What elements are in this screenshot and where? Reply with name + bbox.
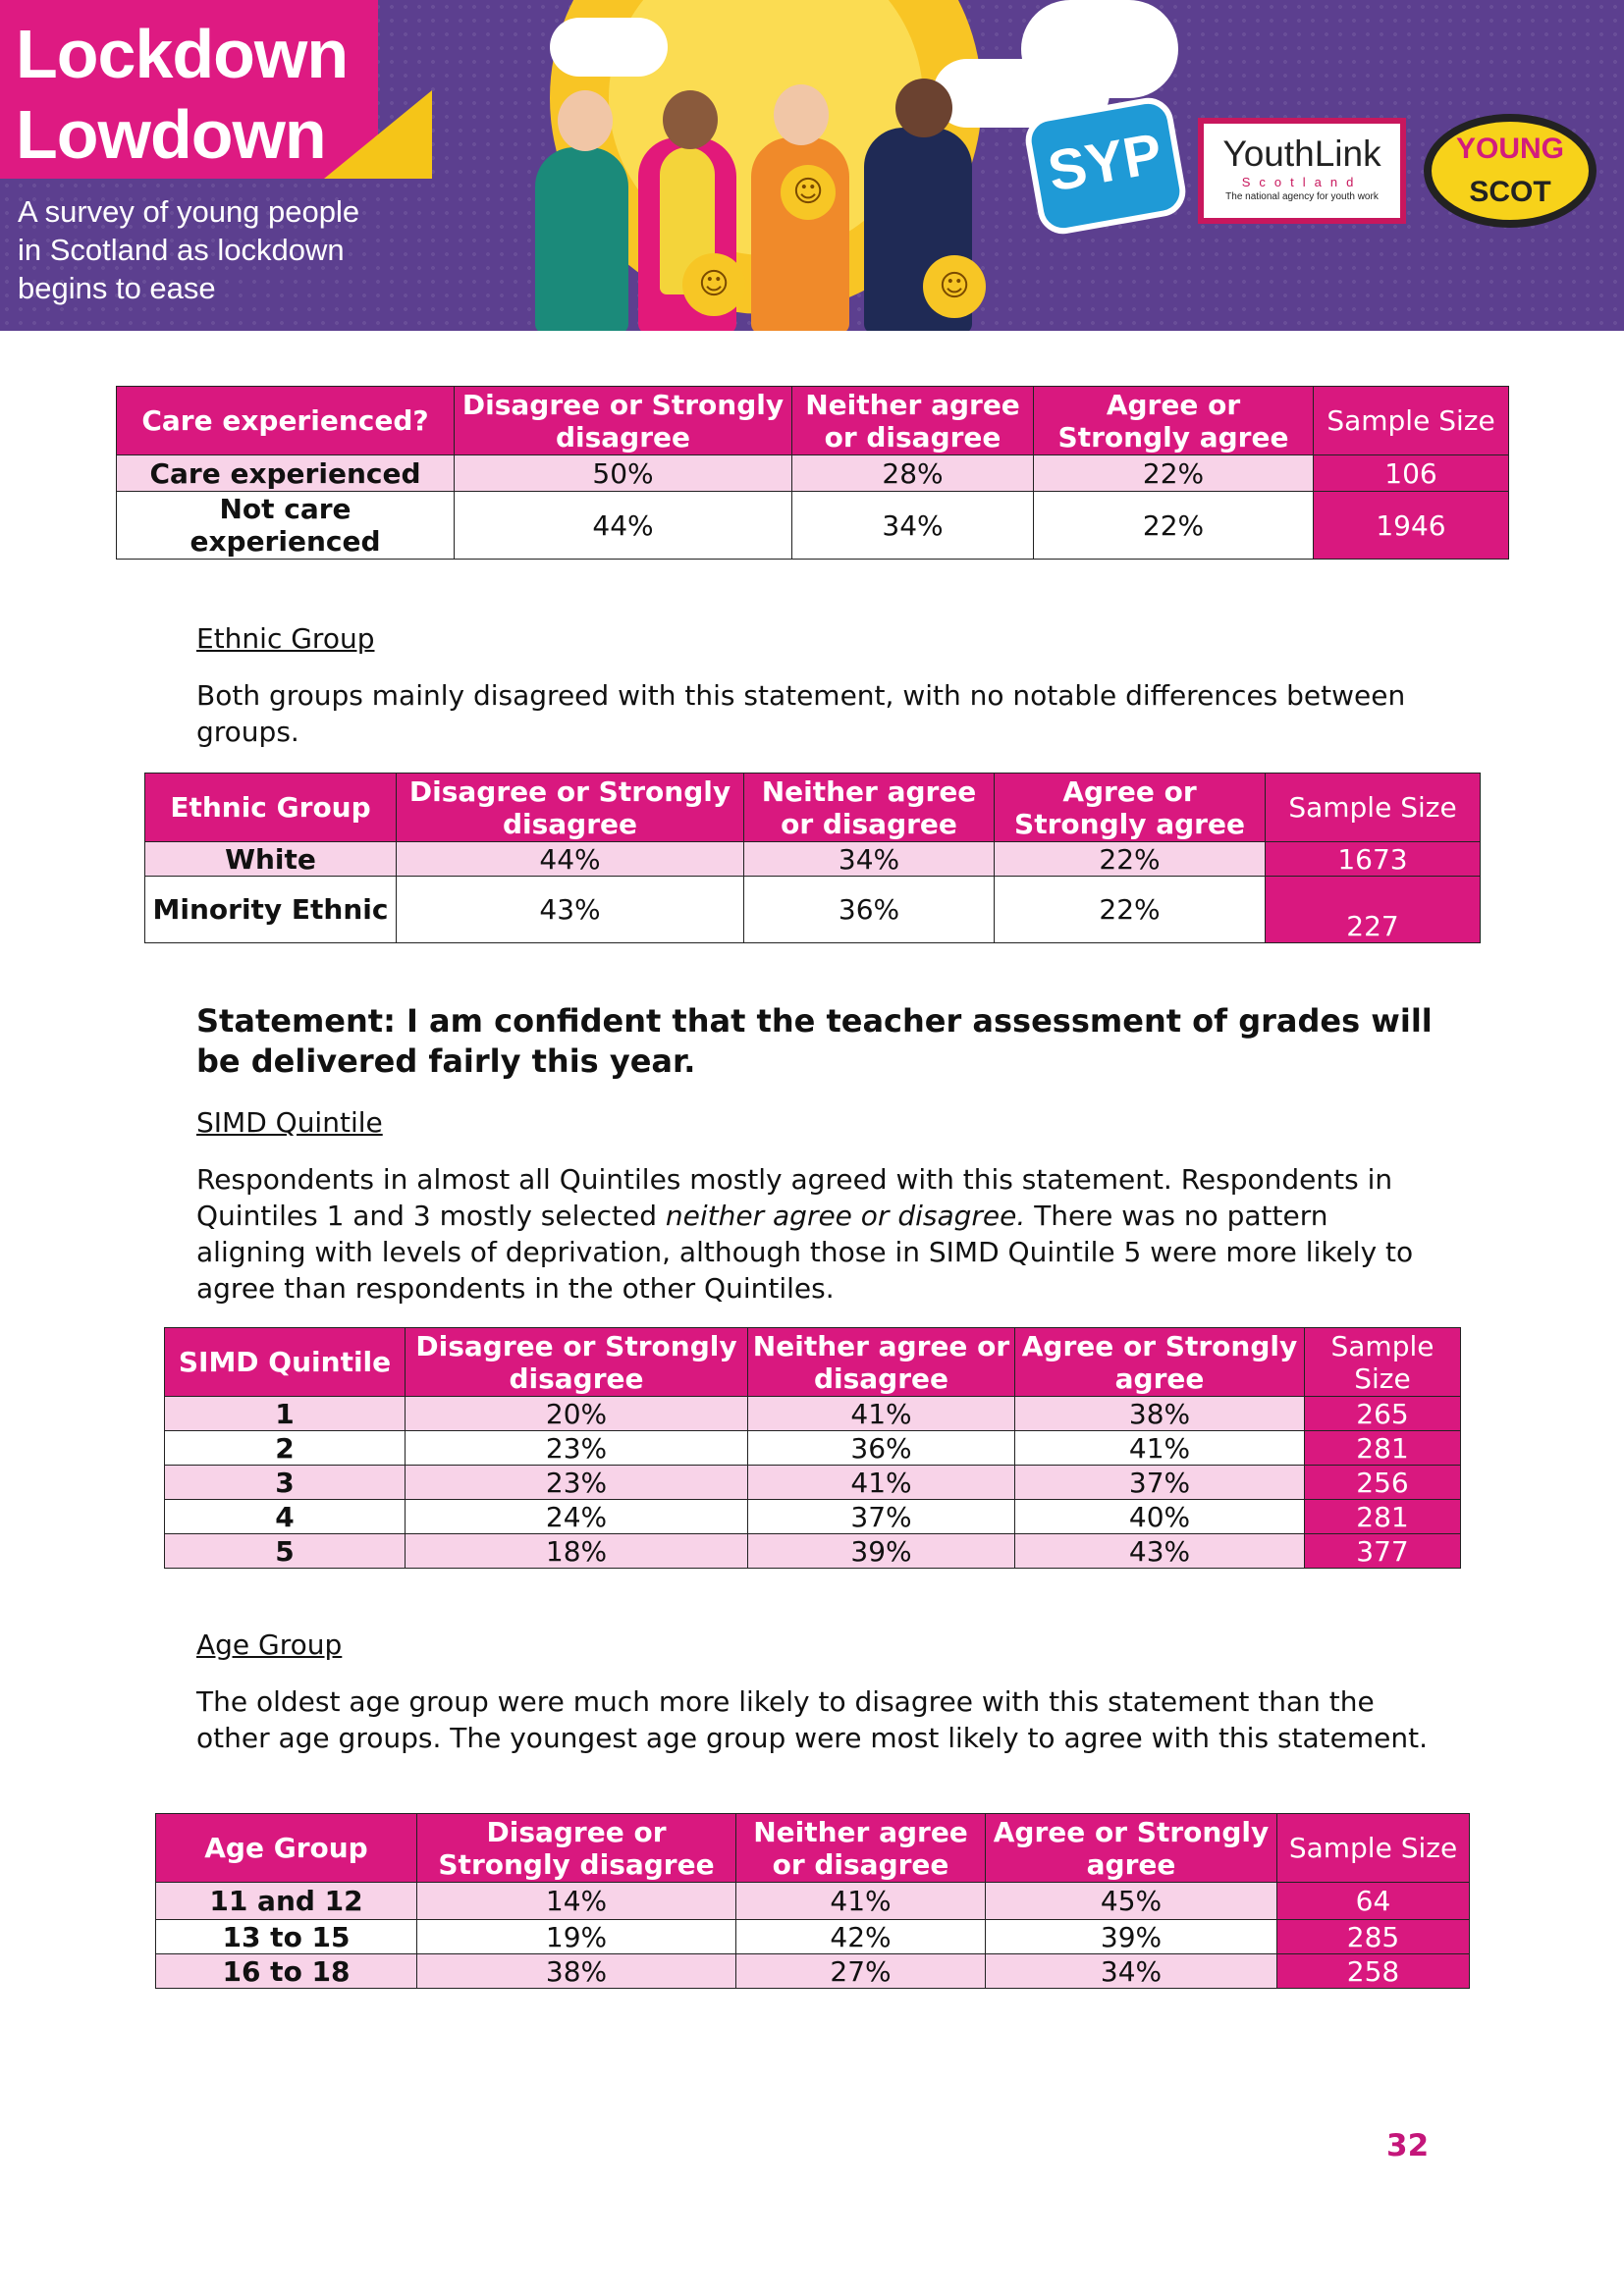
cell-disagree: 24% xyxy=(406,1500,748,1534)
cell-disagree: 18% xyxy=(406,1534,748,1569)
table-row xyxy=(165,1397,1461,1431)
cell-neither: 37% xyxy=(748,1500,1015,1534)
syp-logo: SYP xyxy=(1022,94,1190,239)
age-group-table xyxy=(155,1813,1470,1989)
cell-agree: 43% xyxy=(1015,1534,1305,1569)
table-header: Neither agree or disagree xyxy=(736,1814,986,1883)
cell-disagree: 44% xyxy=(455,492,792,560)
cell-neither: 42% xyxy=(736,1920,986,1954)
row-label: Care experienced xyxy=(117,455,455,492)
care-experienced-table xyxy=(116,386,1509,560)
cell-sample-size: 1673 xyxy=(1266,842,1481,877)
table-header: Agree or Strongly agree xyxy=(995,774,1266,842)
cell-neither: 36% xyxy=(744,877,995,943)
cell-agree: 22% xyxy=(1034,455,1314,492)
ethnic-group-heading: Ethnic Group xyxy=(196,622,375,655)
table-row xyxy=(165,1500,1461,1534)
ethnic-group-table xyxy=(144,773,1481,943)
table-row xyxy=(156,1954,1470,1989)
cell-agree: 22% xyxy=(1034,492,1314,560)
report-subtitle xyxy=(18,192,359,307)
youthlink-logo-scotland: Scotland xyxy=(1241,175,1363,189)
cloud-illustration xyxy=(550,18,668,77)
simd-text-part2: There was no pattern aligning with levels of deprivation, although those in SIMD Quintile 5 were more likely to agree than respondents in the other Quintiles. xyxy=(196,1200,1414,1305)
table-row xyxy=(165,1466,1461,1500)
cell-agree: 40% xyxy=(1015,1500,1305,1534)
cell-neither: 41% xyxy=(748,1397,1015,1431)
person-head xyxy=(558,90,613,151)
table-header: SIMD Quintile xyxy=(165,1328,406,1397)
cell-neither: 36% xyxy=(748,1431,1015,1466)
cell-disagree: 44% xyxy=(397,842,744,877)
cell-neither: 34% xyxy=(744,842,995,877)
row-label: 3 xyxy=(165,1466,406,1500)
age-group-text: The oldest age group were much more likely to disagree with this statement than the other age groups. The youngest age group were most likely to agree with this statement. xyxy=(196,1685,1428,1754)
cell-disagree: 20% xyxy=(406,1397,748,1431)
table-header: Neither agree or disagree xyxy=(744,774,995,842)
cell-neither: 34% xyxy=(792,492,1034,560)
cell-agree: 34% xyxy=(986,1954,1277,1989)
cell-sample-size: 256 xyxy=(1305,1466,1461,1500)
statement-heading: Statement: I am confident that the teacher assessment of grades will be delivered fairly this year. xyxy=(196,1002,1433,1080)
table-row xyxy=(117,455,1509,492)
cell-sample-size: 281 xyxy=(1305,1500,1461,1534)
cell-sample-size: 106 xyxy=(1314,455,1509,492)
cell-sample-size: 1946 xyxy=(1314,492,1509,560)
cell-agree: 38% xyxy=(1015,1397,1305,1431)
cell-neither: 28% xyxy=(792,455,1034,492)
cell-neither: 27% xyxy=(736,1954,986,1989)
cell-disagree: 23% xyxy=(406,1466,748,1500)
ethnic-group-text: Both groups mainly disagreed with this statement, with no notable differences between groups. xyxy=(196,679,1406,748)
simd-text-part1: Respondents in almost all Quintiles mostly agreed with this statement. Respondents in Quintiles 1 and 3 mostly selected xyxy=(196,1163,1393,1232)
simd-quintile-text xyxy=(196,1161,1434,1307)
cell-disagree: 50% xyxy=(455,455,792,492)
cell-sample-size: 377 xyxy=(1305,1534,1461,1569)
cell-disagree: 14% xyxy=(417,1883,736,1920)
table-header: Disagree or Strongly disagree xyxy=(455,387,792,455)
table-header: Neither agree or disagree xyxy=(748,1328,1015,1397)
simd-quintile-heading: SIMD Quintile xyxy=(196,1106,383,1139)
cell-agree: 45% xyxy=(986,1883,1277,1920)
table-header: Care experienced? xyxy=(117,387,455,455)
table-header: Neither agree or disagree xyxy=(792,387,1034,455)
cell-agree: 22% xyxy=(995,842,1266,877)
row-label: 4 xyxy=(165,1500,406,1534)
table-header: Age Group xyxy=(156,1814,417,1883)
table-header: Sample Size xyxy=(1277,1814,1470,1883)
report-title-line1: Lockdown xyxy=(16,16,349,92)
row-label: Minority Ethnic xyxy=(145,877,397,943)
person-illustration xyxy=(535,147,628,331)
youthlink-logo-tagline: The national agency for youth work xyxy=(1225,191,1379,202)
report-subtitle-line2: in Scotland as lockdown xyxy=(18,233,345,267)
cell-sample-size: 227 xyxy=(1266,877,1481,943)
youngscot-logo-bottom: SCOT xyxy=(1469,176,1551,208)
report-title-line2: Lowdown xyxy=(16,96,326,173)
cell-neither: 39% xyxy=(748,1534,1015,1569)
table-header: Disagree or Strongly disagree xyxy=(417,1814,736,1883)
person-head xyxy=(774,84,829,145)
cell-sample-size: 265 xyxy=(1305,1397,1461,1431)
table-row xyxy=(156,1920,1470,1954)
row-label: White xyxy=(145,842,397,877)
cell-sample-size: 258 xyxy=(1277,1954,1470,1989)
row-label: 16 to 18 xyxy=(156,1954,417,1989)
cell-disagree: 43% xyxy=(397,877,744,943)
report-subtitle-line1: A survey of young people xyxy=(18,194,360,229)
table-row xyxy=(145,842,1481,877)
person-head xyxy=(895,79,952,137)
row-label: 1 xyxy=(165,1397,406,1431)
table-header: Sample Size xyxy=(1314,387,1509,455)
table-header: Agree or Strongly agree xyxy=(1034,387,1314,455)
smiley-icon: ☺ xyxy=(923,255,986,318)
row-label: 2 xyxy=(165,1431,406,1466)
person-head xyxy=(663,90,718,149)
table-row xyxy=(156,1883,1470,1920)
cell-disagree: 38% xyxy=(417,1954,736,1989)
table-row xyxy=(145,877,1481,943)
cell-sample-size: 285 xyxy=(1277,1920,1470,1954)
cell-agree: 22% xyxy=(995,877,1266,943)
report-subtitle-line3: begins to ease xyxy=(18,271,216,305)
report-title xyxy=(16,14,348,175)
cell-sample-size: 281 xyxy=(1305,1431,1461,1466)
cell-agree: 41% xyxy=(1015,1431,1305,1466)
page-number: 32 xyxy=(1386,2128,1430,2163)
youthlink-logo xyxy=(1198,118,1406,224)
row-label: 13 to 15 xyxy=(156,1920,417,1954)
cell-agree: 37% xyxy=(1015,1466,1305,1500)
age-group-heading: Age Group xyxy=(196,1629,343,1661)
row-label: Not care experienced xyxy=(117,492,455,560)
smiley-icon: ☺ xyxy=(682,253,745,316)
youngscot-logo-top: YOUNG xyxy=(1455,133,1564,165)
table-header: Agree or Strongly agree xyxy=(986,1814,1277,1883)
table-row xyxy=(117,492,1509,560)
table-header: Sample Size xyxy=(1305,1328,1461,1397)
table-header: Sample Size xyxy=(1266,774,1481,842)
table-row xyxy=(165,1431,1461,1466)
cell-neither: 41% xyxy=(748,1466,1015,1500)
table-header: Disagree or Strongly disagree xyxy=(406,1328,748,1397)
header-banner xyxy=(0,0,1624,331)
youngscot-logo xyxy=(1424,114,1597,228)
simd-quintile-table xyxy=(164,1327,1461,1569)
cell-agree: 39% xyxy=(986,1920,1277,1954)
table-header: Ethnic Group xyxy=(145,774,397,842)
youthlink-logo-name: YouthLink xyxy=(1222,133,1381,174)
cell-neither: 41% xyxy=(736,1883,986,1920)
table-row xyxy=(165,1534,1461,1569)
cell-disagree: 23% xyxy=(406,1431,748,1466)
smiley-icon: ☺ xyxy=(781,165,836,220)
cell-sample-size: 64 xyxy=(1277,1883,1470,1920)
simd-text-italic: neither agree or disagree. xyxy=(665,1200,1026,1232)
table-header: Agree or Strongly agree xyxy=(1015,1328,1305,1397)
cell-disagree: 19% xyxy=(417,1920,736,1954)
row-label: 5 xyxy=(165,1534,406,1569)
table-header: Disagree or Strongly disagree xyxy=(397,774,744,842)
row-label: 11 and 12 xyxy=(156,1883,417,1920)
